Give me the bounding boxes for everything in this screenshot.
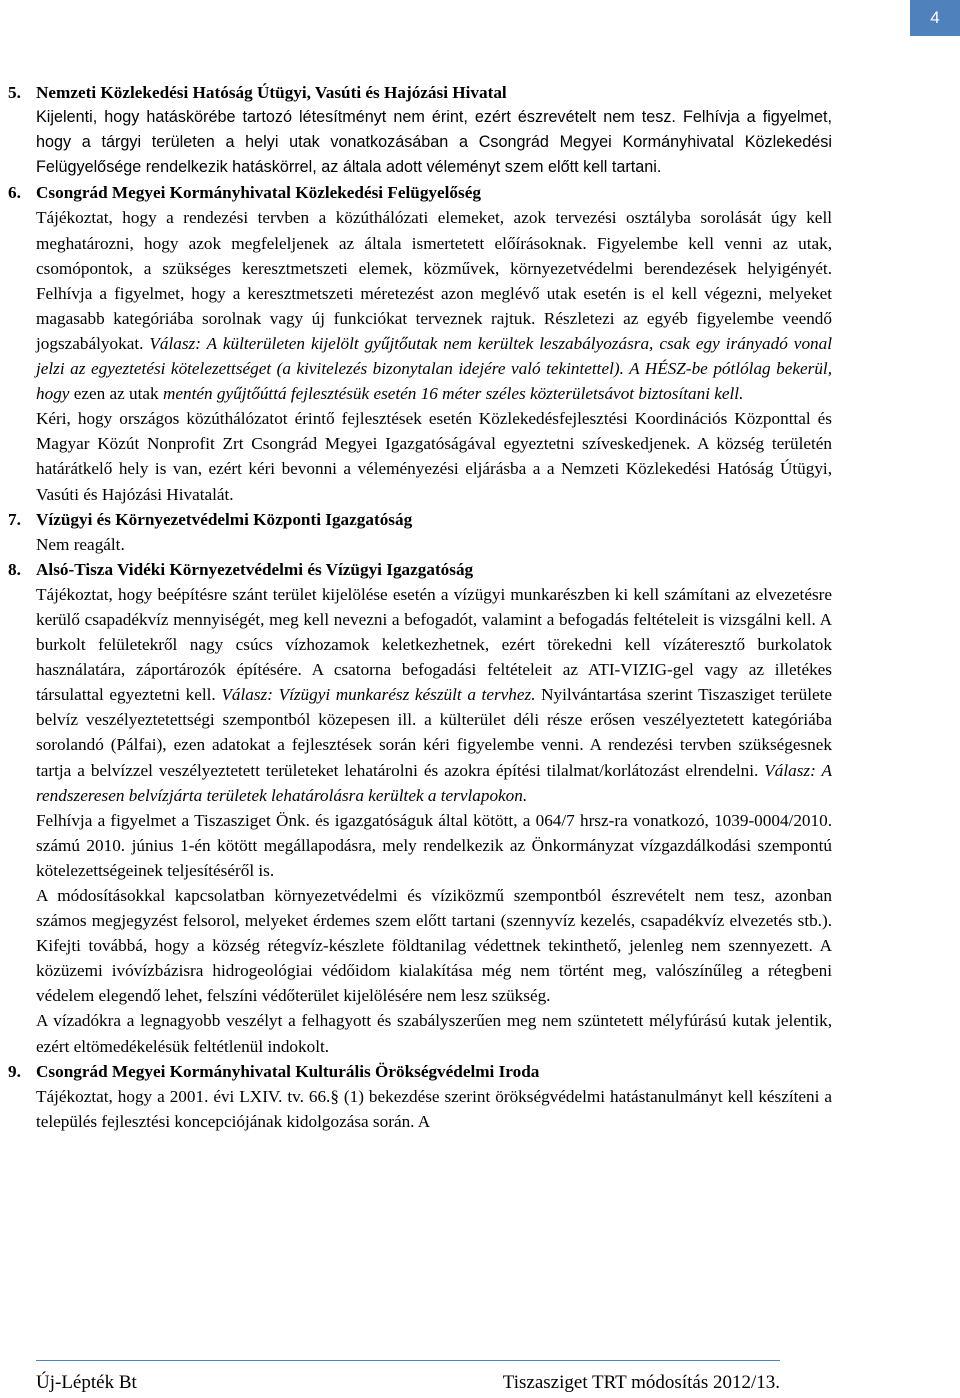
section-5	[8, 80, 832, 180]
section-heading: Vízügyi és Környezetvédelmi Központi Igazgatóság	[36, 509, 413, 529]
paragraph-text: Nem reagált.	[36, 534, 125, 554]
page-number-badge: 4	[910, 0, 960, 36]
reply-text: Válasz: A külterületen kijelölt gyűjtőutak nem kerültek leszabályozásra, csak egy irányadó vonal jelzi az egyeztetési kötelezettséget (a kivitelezés bizonytalan idejére való tekintettel). A HÉSZ-be pótlólag bekerül, hogy	[36, 333, 832, 404]
paragraph-text: ezen az utak	[73, 384, 163, 404]
paragraph-text: Kéri, hogy országos közúthálózatot érintő fejlesztések esetén Közlekedésfejlesztési Koordinációs Központtal és Magyar Közút Nonprofit Zrt Csongrád Megyei Igazgatóságával egyeztetni szíveskedjenek. A község területén határátkelő hely is van, ezért kéri bevonni a véleményezési eljárásba a a Nemzeti Közlekedési Hatóság Útügyi, Vasúti és Hajózási Hivatalát.	[36, 409, 832, 504]
paragraph	[36, 532, 832, 557]
paragraph-text: Felhívja a figyelmet a Tiszasziget Önk. és igazgatóságuk által kötött, a 064/7 hrsz-ra vonatkozó, 1039-0004/2010. számú 2010. június 1-én kötött megállapodásra, mely rendelkezik az Önkormányzat vízgazdálkodási szempontú kötelezettségeinek teljesítéséről is.	[36, 810, 832, 880]
paragraph-text: Tájékoztat, hogy a rendezési tervben a közúthálózati elemeket, azok tervezési osztályba sorolását úgy kell meghatározni, hogy azok megfeleljenek az általa ismertetett előírásoknak. Figyelembe kell venni az utak, csomópontok, a szükséges keresztmetszeti elemek, közművek, környezetvédelmi berendezések helyigényét. Felhívja a figyelmet, hogy a keresztmetszeti méretezést azon meglévő utak esetén is el kell végezni, melyeket magasabb kategóriába sorolnak vagy új funkciókat terveznek rajtuk. Részletezi az egyéb figyelembe veendő jogszabályokat.	[36, 208, 832, 353]
section-heading: Csongrád Megyei Kormányhivatal Közlekedési Felügyelőség	[36, 183, 481, 203]
section-heading: Csongrád Megyei Kormányhivatal Kulturális Örökségvédelmi Iroda	[36, 1061, 540, 1081]
paragraph	[36, 1008, 832, 1058]
section-body	[36, 1059, 832, 1134]
section-number: 5.	[8, 83, 21, 102]
section-body	[36, 180, 832, 506]
paragraph	[36, 105, 832, 180]
paragraph-text: A vízadókra a legnagyobb veszélyt a felhagyott és szabályszerűen meg nem szüntetett mélyfúrású kutak jelentik, ezért eltömedékelésük feltétlenül indokolt.	[36, 1011, 832, 1056]
section-number: 7.	[8, 509, 21, 529]
paragraph	[36, 1084, 832, 1134]
paragraph	[36, 406, 832, 506]
section-number: 6.	[8, 183, 21, 203]
section-7	[8, 507, 832, 557]
paragraph-text: A módosításokkal kapcsolatban környezetvédelmi és víziközmű szempontból észrevételt nem tesz, azonban számos megjegyzést felsorol, melyeket érdemes szem előtt tartani (szennyvíz kezelés, csapadékvíz elvezetés stb.). Kifejti továbbá, hogy a község rétegvíz-készlete földtanilag védettnek tekinthető, jelenleg nem szennyezett. A közüzemi ivóvízbázisra hidrogeológiai védőidom kialakítása még nem történt meg, valószínűleg a rétegbeni védelem elegendő lehet, felszíni védőterület kijelölésére nem lesz szükség.	[36, 886, 832, 1006]
paragraph-text: Kijelenti, hogy hatáskörébe tartozó létesítményt nem érint, ezért észrevételt nem tesz. Felhívja a figyelmet, hogy a tárgyi területen a helyi utak vonatkozásában a Csongrád Megyei Kormányhivatal Közlekedési Felügyelősége rendelkezik hatáskörrel, az általa adott véleményt szem előtt kell tartani.	[36, 108, 832, 177]
footer-author: Új-Lépték Bt	[36, 1372, 137, 1393]
reply-text: mentén gyűjtőúttá fejlesztésük esetén 16 méter széles közterületsávot biztosítani kell.	[162, 384, 744, 404]
paragraph	[36, 808, 832, 883]
section-heading: Alsó-Tisza Vidéki Környezetvédelmi és Vízügyi Igazgatóság	[36, 559, 474, 579]
paragraph-text: Tájékoztat, hogy a 2001. évi LXIV. tv. 66.§ (1) bekezdése szerint örökségvédelmi hatástanulmányt kell készíteni a település fejlesztési koncepciójának kidolgozása során. A	[36, 1086, 832, 1131]
footer-title: Tiszasziget TRT módosítás 2012/13.	[502, 1372, 780, 1393]
section-body	[36, 507, 832, 557]
paragraph	[36, 582, 832, 808]
reply-text: Válasz: A rendszeresen belvízjárta területek lehatárolásra kerültek a tervlapokon.	[36, 760, 832, 805]
paragraph-text: Nyilvántartása szerint Tiszasziget területe belvíz veszélyeztetettségi szempontból közepesen ill. a külterület déli része erősen veszélyeztetett kategóriába sorolandó (Pálfai), ezen adatokat a fejlesztések során kéri figyelembe venni. A rendezési tervben szükségesnek tartja a belvízzel veszélyeztetett területeket lehatárolni és azokra építési tilalmat/korlátozást elrendelni.	[36, 685, 833, 780]
section-8	[8, 557, 832, 1059]
paragraph-text: Tájékoztat, hogy beépítésre szánt terület kijelölése esetén a vízügyi munkarészben ki kell számítani az elvezetésre kerülő csapadékvíz mennyiségét, meg kell nevezni a befogadót, valamint a befogadás feltételeit is vizsgálni kell. A burkolt felületekről nagy csúcs vízhozamok keletkezhetnek, ezért törekedni kell vízáteresztő burkolatok használatára, záportározók építésére. A csatorna befogadási feltételeit az ATI-VIZIG-gel vagy az illetékes társulattal egyeztetni kell.	[36, 584, 832, 705]
section-number: 8.	[8, 559, 21, 579]
footer-divider	[36, 1360, 780, 1361]
section-body	[36, 80, 832, 180]
section-6	[8, 180, 832, 506]
section-heading: Nemzeti Közlekedési Hatóság Útügyi, Vasúti és Hajózási Hivatal	[36, 83, 507, 102]
paragraph	[36, 883, 832, 1008]
page-footer	[36, 1372, 780, 1394]
paragraph	[36, 205, 832, 406]
section-number: 9.	[8, 1061, 21, 1081]
reply-text: Válasz: Vízügyi munkarész készült a tervhez.	[221, 685, 536, 705]
document-body	[8, 80, 832, 1134]
section-9	[8, 1059, 832, 1134]
section-body	[36, 557, 832, 1059]
